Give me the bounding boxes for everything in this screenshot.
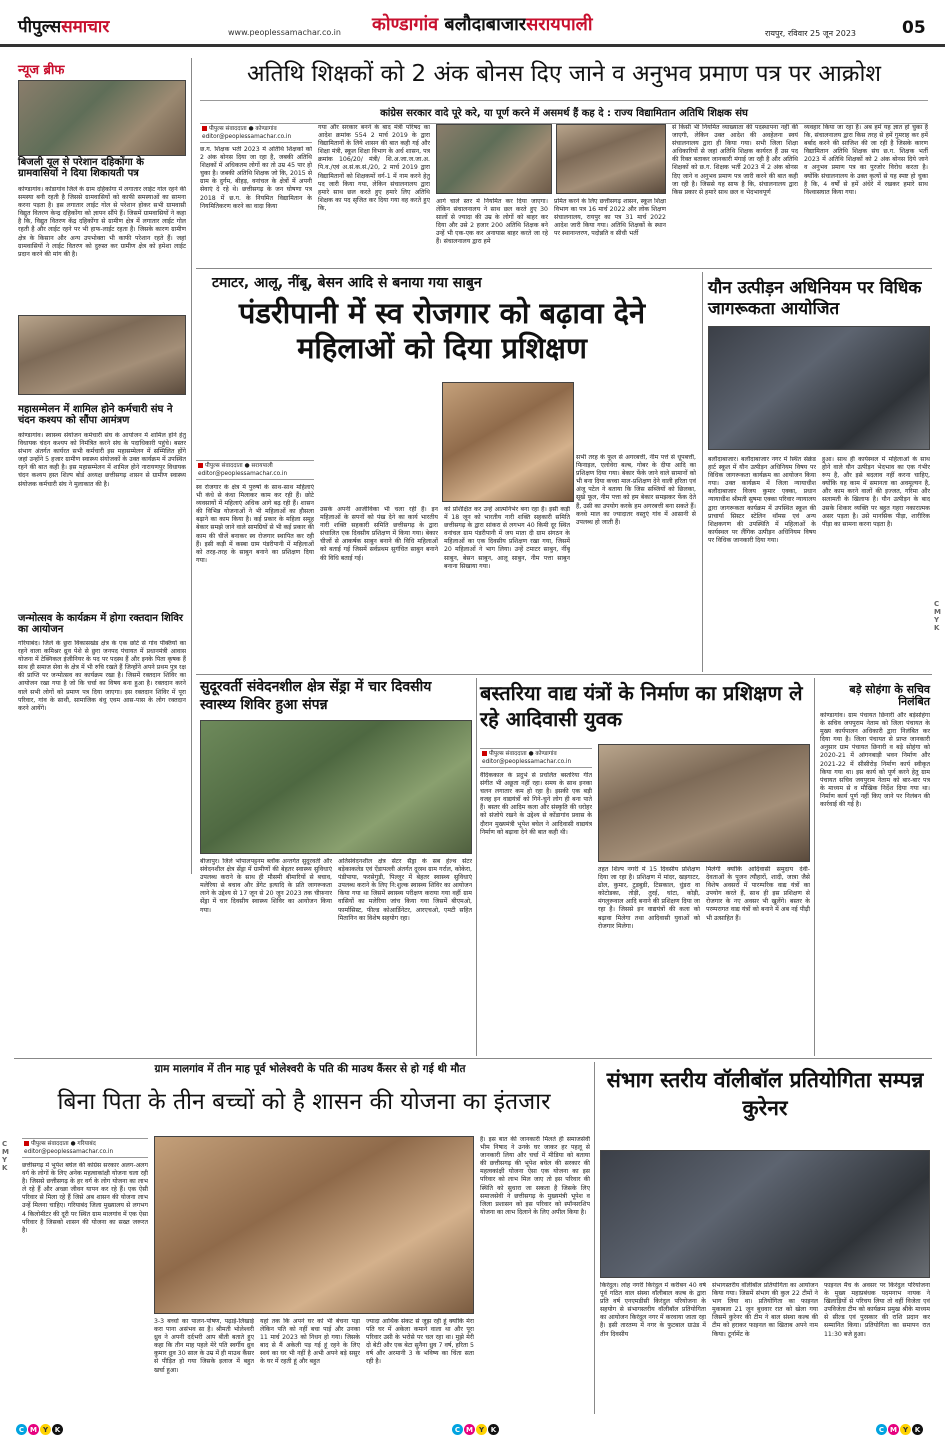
- health-col-2: अतिसंवेदनशील क्षेत्र सेंटर सैंड्रा के सब हेल्थ सेंटर बड़ेकाकलेड एवं ऐंडापल्ली अंतर्गत दूरस्थ ग्राम गर्राल, कोकेरा, पंडीपाया, फरसेगुडी, पिल्लूर में बेहतर स्वास्थ्य सुविधाएं उपलब्ध कराने के लिए नि:शुल्क स्वास्थ्य शिविर का आयोजन किया गया था जिसमें स्वास्थ्य परीक्षण कराया गया वहीं ग्राम वासियों का मलेरिया जांच किया गया जिसमें बीएमओ, फार्मासिस्ट, फील्ड कोआर्डिनेटर, आरएचओ, एमटी सहित मितानिन का विशेष सहयोग रहा।: [338, 858, 472, 922]
- lead-col-6: व्यवहार किया जा रहा है। अब हमें यह ज्ञात हो चुका है कि, संचालनालय द्वारा किस तरह से हमें गुमराह कर हमें बर्बाद करने की साजिश की जा रही है जिसके कारण विद्यामितान अतिथि शिक्षक संघ छ.ग. शिक्षक भर्ती 2023 में अतिथि शिक्षकों को 2 अंक बोनस दिये जाने व अनुभव प्रमाण पत्र का पुरजोर विरोध करता है। क्योंकि संचालनालय के उक्त कृत्यों से यह स्पष्ट हो चुका है कि, 4 वर्षों से हमें अंधेरे में रखकर हमारे साथ विश्वासघात किया गया।: [804, 124, 928, 196]
- soap-col-1: स्व रोजगार के क्षेत्र में पुरुषों के साथ-साथ महिलाएं भी कंधे से कंधा मिलाकर काम कर रही हैं। छोटे व्यवसायों में महिलाएं अधिक आगे बढ़ रही हैं। शासन की विभिन्न योजनाओं ने भी महिलाओं का हौसला बढ़ाने का काम किया है। कई प्रकार के महिला समूह बेकार समझे जाने वाले सामग्रियों से भी कई प्रकार की काम की चीजें बनाकर स्व रोजगार स्थापित कर रही हैं। इसी कड़ी में कस्बा ग्राम पंडरीपानी में महिलाओं को तरह-तरह के साबुन बनाने का प्रशिक्षण दिया गया।: [196, 484, 314, 564]
- suspended-left-divider: [814, 678, 815, 1056]
- volleyball-col-3: फाइनल मैच के अवसर पर किरंदुल परियोजना के मुख्य महाप्रबंधक पदमनाभ नायक ने खिलाड़ियों से परिचय लिया तो वहीं विजेता एवं उपविजेता टीम को कार्यक्रम प्रमुख श्रीके माध्यम से सील्ड एवं पुरस्कार की राशि प्रदान कर सम्मानित किया। प्रतियोगिता का समापन रात 11:30 बजे हुआ।: [824, 1282, 930, 1338]
- lead-photo-2: [556, 124, 666, 194]
- lead-photo-1: [436, 124, 552, 194]
- website-url: www.peoplessamachar.co.in: [228, 28, 341, 37]
- dateline: रायपुर, रविवार 25 जून 2023: [765, 29, 857, 38]
- suspended-headline: बड़े सोहंगा के सचिव निलंबित: [849, 683, 930, 708]
- lead-headline: अतिथि शिक्षकों को 2 अंक बोनस दिए जाने व अनुभव प्रमाण पत्र पर आक्रोश: [246, 61, 882, 87]
- lead-byline: पीपुल्स संवाददाता ● कोण्डागांव editor@peoplessamachar.co.in: [200, 123, 312, 143]
- health-col-1: बीजापुर। जिले भोपालपट्टनम ब्लॉक अन्तर्गत सुदूरवर्ती और संवेदनशील क्षेत्र सेंड्रा में ग्रामीणों की बेहतर स्वास्थ्य सुविधाएं उपलब्ध कराने के साथ ही मौसमी बीमारियों से बचाव, मलेरिया से बचाव और डेंगेट इत्यादि के प्रति जागरूकता लाने के उद्देश्य से 17 जून से 20 जून 2023 तक चीफ़नार सेंड्रा में चार दिवसीय स्वास्थ्य शिविर का आयोजन किया गया।: [200, 858, 332, 914]
- brief-3-body: गरियाबंद। जिले के छुरा विकासखंड क्षेत्र के एक छोटे से गांव पंक्तियों का रहने वाला कमिश्नर ध्रुव पेशे से छुरा जनपद पंचायत में प्रधानमंत्री आवास योजना में टेक्निकल इंजीनियर के पद पर पदस्थ हैं और इनके पिता कृषक हैं साथ ही समाज सेवा के क्षेत्र में भी रुचि रखते हैं जिन्होंने अपने प्रथम पुत्र रक्ष की प्राप्ति पर जन्मोत्सव का कार्यक्रम रखा है। जिसमें रक्तदान शिविर का आयोजन रखा गया है जो कि चर्चा का विषय बना हुआ है। रक्तदान करने वाले सभी लोगों को प्रमाण पत्र दिया जाएगा। इस रक्तदान शिविर में पूरा परिवार, गांव के साथी, सामाजिक बंधु एवम आस-पास के लोग रक्तदान करने आयेंगे।: [18, 640, 186, 712]
- banner-balodabazar: बलौदाबाजार: [444, 14, 527, 35]
- bastar-byline: पीपुल्स संवाददाता ● कोण्डागांव editor@peoplessamachar.co.in: [480, 748, 592, 768]
- bastar-email: editor@peoplessamachar.co.in: [482, 759, 572, 765]
- soap-email: editor@peoplessamachar.co.in: [198, 471, 288, 477]
- soap-kicker: टमाटर, आलू, नींबू, बेसन आदि से बनाया गया साबुन: [212, 275, 482, 291]
- brief-2-headline: महासम्मेलन में शामिल होने कर्मचारी संघ ने चंदन कश्यप को सौंपा आमंत्रण: [18, 404, 173, 426]
- soap-col-3: को प्रशिक्षित कर उन्हें आत्मनिर्भर बना रहा है। इसी कड़ी में 18 जून को भारतीय नारी शक्ति सहकारी समिति छत्तीसगढ़ के द्वारा सांकरा से लगभग 40 किमी दूर स्थित वनांचल ग्राम पंडरीपानी में जय माता दी ग्राम संगठन के महिलाओं का एक दिवसीय प्रशिक्षण रखा गया, जिसमें 20 महिलाओं ने भाग लिया। उन्हें टमाटर साबुन, नींबू साबुन, बेसन साबुन, आलू साबुन, नीम पत्ता साबुन बनाना सिखाया गया।: [444, 506, 570, 570]
- soap-col-2: उसके अपनी आजीविका भी चला रही हैं। इन महिलाओं के सपनों को पंख देने का कार्य भारतीय नारी शक्ति सहकारी समिति छत्तीसगढ़ के द्वारा संचालित एक दिवसीय प्रशिक्षण में किया गया। बेकार चीजों से आकर्षक साबुन बनाने की विधि महिलाओं को बताई गई जिसमें सर्वप्रथम सुगंधित साबुन बनाने की विधि बताई गई।: [320, 506, 438, 562]
- banner-kondagaon: कोण्डागांव: [372, 14, 439, 35]
- left-column-divider: [191, 58, 192, 874]
- news-brief-label: न्यूज ब्रीफ: [18, 63, 65, 78]
- orphans-kicker: ग्राम मालगांव में तीन माह पूर्व भोलेश्वरी के पति की माउथ कैंसर से हो गई थी मौत: [154, 1063, 466, 1075]
- brief-1-body: कोण्डागांव। कोंडागांव जिले के ग्राम दहिकोंगा में लगातार लाईट गोल रहने की समस्या बनी रहती है जिससे ग्रामवासियों को काफी समस्याओं का सामना करना पड़ता है। इस लगातार लाईट गोल से परेशान होकर सभी ग्रामवासी विद्युत वितरण केन्द्र दहिकोंगा को ज्ञापन सौंपे हैं। जिसमें ग्रामवासियों ने कहा है कि, विद्युत वितरण केंद्र दहिकोंगा से ग्रामीण क्षेत्र में लगातार लाईट गोल रहती है और लाईट रहने पर भी हाफ-लाईट रहता है। जिसके कारण ग्रामीण क्षेत्र के किसान और अन्य उपभोक्ता भी काफी परेशान रहते हैं। जहां ग्रामवासियों ने लाईट वितरण को दुरुस्त कर ग्रामीण क्षेत्र को हमेशा लाईट प्रदान करने की मांग की है।: [18, 186, 186, 258]
- lead-col-4: प्रमित करने के लिए छत्तीसगढ़ शासन, स्कूल शिक्षा विभाग का पत्र 16 मार्च 2022 और लोक शिक्षण संचालनालय, रायपुर का पत्र 31 मार्च 2022 आदेश जारी किया गया। अतिथि शिक्षकों के स्थान पर स्थानान्तरण, पदोन्नति व सीधी भर्ती: [554, 198, 666, 238]
- mid-rule: [196, 674, 932, 675]
- bastar-col-2: तहत शिल्प नगरी में 15 दिवसीय प्रशिक्षण दिया जा रहा है। प्रशिक्षण में मांदर, खड़गाटर, ढोल, कुमार, टुडबुडी, टिसकाल, धुंडरा वा कोटोडका, तोड़ी, तुरई, घांटा, कोड़ी, मंगलुरूवाल आदि बनाने की प्रशिक्षण दिया जा रहा है। जिससे इन वाद्ययंत्रों की कला को बढ़ावा मिलेगा तथा आदिवासी युवाओं को रोजगार मिलेगा।: [598, 866, 700, 930]
- orphans-email: editor@peoplessamachar.co.in: [24, 1149, 114, 1155]
- volleyball-photo: [600, 1150, 930, 1278]
- suspended-body: कोण्डागांव। ग्राम पंचायत छिनारी और बड़ेसोहंगा के सचिव जयपुराम नेताम को जिला पंचायत के मुख्य कार्यपालन अधिकारी द्वारा निलंबित कर दिया गया है। जिला पंचायत से प्राप्त जानकारी अनुसार ग्राम पंचायत छिनारी व बड़े सोहंगा को 2020-21 में आंगनबाड़ी भवन निर्माण और 2021-22 में सीसीरोड़ निर्माण कार्य स्वीकृत किया गया था। इस कार्य को पूर्ण करने हेतु ग्राम पंचायत सचिव जयपुराम नेताम को बार-बार पत्र के माध्यम से व मौखिक निर्देश दिया गया था। निर्माण कार्य पूर्ण नहीं किए जाने पर निलंबन की कार्रवाई की गई है।: [820, 712, 930, 809]
- orphans-headline: बिना पिता के तीन बच्चों को है शासन की योजना का इंतजार: [57, 1089, 551, 1115]
- banner-saraipali: सरायपाली: [526, 14, 593, 35]
- brief-2-body: कोण्डागांव। स्वास्थ्य संयोजन कर्मचारी संघ के आयोजन में शामिल होने हेतु विधायक चंदन कश्यप को निमंत्रित करने संघ के पदाधिकारी पहुंचे। बस्तर संभाग अंतर्गत कार्यरत सभी कर्मचारी इस महासम्मेलन में सम्मिलित होंगे जहां उन्होंने 5 हजार ग्रामीण स्वास्थ्य संयोजकों के उक्त कार्यक्रम में उपस्थित रहने की बात कही है। इस महासम्मेलन में शामिल होने नारायणपुर विधायक चंदन कश्यप हस्त शिल्प बोर्ड अध्यक्ष छत्तीसगढ़ शासन से ग्रामीण स्वास्थ्य संयोजक कर्मचारी संघ ने मुलाकात की है।: [18, 432, 186, 488]
- posh-col-2: हुआ। साथ ही कार्यस्थल में महिलाओं के साथ होने वाले यौन उत्पीड़न भेदभाव का एक गंभीर रूप है, और इसे बदलाव नहीं करना चाहिए, क्योंकि यह काम में समानता का अवमूल्यन है, और काम करने वालों की इज्जत, गरिमा और सलामती के खिलाफ है। यौन उत्पीड़न के बाद उसके शिकार व्यक्ति पर बहुत गहरा नकारात्मक असर पड़ता है। उसे मानसिक पीड़ा, शारीरिक पीड़ा का सामना करना पड़ता है।: [822, 456, 930, 528]
- soap-photo: [442, 382, 574, 502]
- health-headline: सुदूरवर्ती संवेदनशील क्षेत्र सेंड्रा में चार दिवसीय स्वास्थ्य शिविर हुआ संपन्न: [200, 679, 432, 714]
- bastar-photo: [598, 744, 810, 862]
- lead-col-3: आगे चाले स्तर में नियमित कर दिया जाएगा। लेकिन संचालनालय ने साथ छल करते हुए 30 सालों से ज्यादा की उम्र के लोगों को बाहर कर दिया और उसे 2 हजार 200 अतिथि शिक्षक बने उन्हें भी एक-एक कर अनायास बाहर करते जा रहे हैं। संचालनालय द्वारा हमे: [436, 198, 548, 246]
- lead-subhead: कांग्रेस सरकार वादे पूरे करे, या पूर्ण करने में असमर्थ हैं कह दे : राज्य विद्यामितान अतिथि शिक्षक संघ: [200, 100, 928, 124]
- soap-col-4: सभी तरह के फूल से अगरबत्ती, नीम पत्ते से धूपबत्ती, फिनाइल, एलोवेरा बल्ब, गोबर के दीया आदि का प्रशिक्षण दिया गया। बेकार फेंके जाने वाले सामानों को भी बना दिया कच्चा माल-प्रशिक्षण देने वाली हरिता एवं अंजू पटेल ने बताया कि जिस सब्जियों को छिलका, सूखे फूल, नीम पत्ता को हम बेकार समझकर फेंक देते हैं, उसी का उपयोग करके हम अगरबत्ती बना सकते हैं। कच्चे माल का ज्यादातर वस्तुएं गांव में आसानी से उपलब्ध हो जाती हैं।: [576, 454, 696, 526]
- logo-part-1: पीपुल्स: [18, 17, 62, 37]
- brief-photo-1: [18, 80, 186, 156]
- cmyk-mark-left: C M Y K: [16, 1424, 63, 1435]
- header-rule: [0, 44, 945, 47]
- soap-byline: पीपुल्स संवाददाता ● सरायपाली editor@peoplessamachar.co.in: [196, 460, 314, 480]
- soap-headline: पंडरीपानी में स्व रोजगार को बढ़ावा देने महिलाओं को दिया प्रशिक्षण: [238, 296, 646, 365]
- masthead-logo: [18, 14, 109, 37]
- orphans-col-4: ज्यादा आर्थिक संकट से जूझ रही हूं क्योंकि मेरा पति घर में अकेला कमाने वाला था और पूरा परिवार उसी के भरोसे पर चल रहा था। मुझे मेरी दो बेटी और एक बेटा सुनैना ध्रुव 7 वर्ष, हरिता 5 वर्ष और अरमानी 3 के भविष्य का चिंता सता रही है।: [366, 1318, 474, 1366]
- orphans-col-3: यहां तक कि अपने घर को भी बेचना पड़ा लेकिन पति को नहीं बचा पाई और उनका 11 मार्च 2023 को निधन हो गया। जिसके बाद से मैं अकेली पड़ गई हूं रहने के लिए स्वयं का घर भी नहीं है अभी अपने बड़े ससुर के घर में रहती हूं और बहुत: [260, 1318, 360, 1366]
- cmyk-mark-right: C M Y K: [876, 1424, 923, 1435]
- lead-email: editor@peoplessamachar.co.in: [202, 134, 292, 140]
- lead-col-5: से किसी भी नियमित व्याख्याता की पदस्थापना नहीं की जाएगी, लेकिन उक्त आदेश की अवहेलना स्वयं संचालनालय द्वारा ही किया गया। सभी जिला शिक्षा अधिकारियों से जहां अतिथि शिक्षक कार्यरत हैं उस पद की रिक्त बताकर जानकारी मंगाई जा रही है और अतिथि शिक्षकों को छ.ग. शिक्षक भर्ती 2023 में 2 अंक बोनस दिए जाने व अनुभव प्रमाण पत्र जारी करने की बात कही जा रही है। जिससे यह साफ है कि, संचालनालय द्वारा किस प्रकार से हमारे साथ छल व भेदभावपूर्ण: [672, 124, 798, 196]
- orphans-col-1: छत्तीसगढ़ में भूपेश बघेल की कांग्रेस सरकार अलग-अलग वर्ग के लोगों के लिए अनेक महत्वाकांक्षी योजना चला रही है। जिससे छत्तीसगढ़ के हर वर्ग के लोग योजना का लाभ ले रहे हैं और अच्छा जीवन यापन कर रहे हैं। एक ऐसी परिवार से मिला रहे हैं जिसे अब शासन की योजना लाभ उन्हें मिलना चाहिए। गरियाबंद जिला मुख्यालय से लगभग 4 किलोमीटर की दूरी पर स्थित ग्राम मालगांव में एक ऐसा परिवार है जिसको शासन की योजना का सख्त जरूरत है।: [22, 1162, 148, 1234]
- brief-3-headline: जन्मोत्सव के कार्यक्रम में होगा रक्तदान शिविर का आयोजन: [18, 613, 183, 635]
- bastar-col-3: मिलेगी क्योंकि आदिवासी समुदाय देवी-देवताओं के पूजन त्यौहारों, शादी, जात्रा जैसे विशेष अवसरों में पारम्परिक वाद्य यंत्रों का उपयोग करते हैं, साथ ही इस प्रशिक्षण से रोजगार के नए अवसर भी खुलेंगे। बस्तर के परम्परागत वाद्य यंत्रों को बनाने में अब नई पीढ़ी भी उत्साहित हैं।: [706, 866, 810, 922]
- lower-rule: [14, 1058, 932, 1059]
- logo-part-2: समाचार: [61, 17, 110, 37]
- cmyk-side-mark-left: CMYK: [2, 1140, 9, 1172]
- lead-col-2: गया और सरकार बनने के बाद मंत्री परिषद का आदेश क्रमांक 554 2 मार्च 2019 के द्वारा विद्यामितानों के लिये शासन की बात कही गई और शिक्षा मंत्री, स्कूल शिक्षा विभाग के अर्ध शासन, पत्र क्रमांक 106/20/ मंत्री/ शि.अ.जा.ज.जा.अ. पि.व./एवं अ.सं.क.सं./20, 2 मार्च 2019 द्वारा विद्यामितानों को शिक्षकमों वर्ग-1 में नाम करने हेतु पद जारी किया गया, लेकिन संचालनालय द्वारा हमारे साथ छल करते हुए हमारे लिए अतिथि शिक्षक का पद सृजित कर दिया गया वह करते हुए कि,: [318, 124, 430, 212]
- page-number: 05: [902, 18, 926, 38]
- orphans-col-5: है। इस बात की जानकारी मिलते ही समाजसेवी भीम निषाद ने उनके घर जाकर हर पहलू से जानकारी लिया और चर्चा में मीडिया को बताया की छत्तीसगढ़ की भूपेश बघेल की सरकार की महत्वकांक्षी योजना ऐसा एक योजना का इस परिवार को लाभ मिल जाए तो इस परिवार की स्थिति को सुधारा जा सकता है जिसके लिए समाजसेवी ने छत्तीसगढ़ के मुख्यमंत्री भूपेश व जिला प्रशासन को इस परिवार को स्पॉन्सरशिप योजना का लाभ दिलाने के लिए अपील किया है।: [480, 1136, 590, 1216]
- orphans-col-2: 3-3 बच्चों का पालन-पोषण, पढ़ाई-लिखाई करा पाना असंभव सा है। श्रीमती भोलेश्वरी ध्रुव ने अपनी दर्दभरी आप बीती बताते हुए कहा कि तीन माह पहले मेरे पति स्वर्गीय ध्रुव कुमार ध्रुव 30 साल के उम्र में ही माउथ कैंसर से पीड़ित हो गया जिसके इलाज में बहुत खर्चा हुआ।: [154, 1318, 254, 1374]
- lead-col-1: छ.ग. शिक्षक भर्ती 2023 में अतिथि शिक्षकों को 2 अंक बोनस दिया जा रहा है, जबकी अतिथि शिक्षकों में अधिकतम लोगों का तो उम्र 45 पार हो चुका है। जबकी अतिथि शिक्षक जो कि, 2015 से ग्राम के दुर्गम, बीहड़, वनांचल के क्षेत्रों में अपनी सेवाएं दे रहे थे। छत्तीसगढ़ के जन घोषणा पत्र 2018 में छ.ग. के नियमित विद्यामितान के नियमितिकरण करने का वादा किया: [200, 146, 312, 210]
- cmyk-side-mark-right: CMYK: [934, 600, 941, 632]
- lead-bottom-rule: [196, 268, 932, 269]
- bastar-col-1: वैदिककाल के प्रदुर्भ से प्रचलित बस्तरिया गीत संगीत भी अछूता नहीं रहा। समय के साथ इनका चलन लगातार कम हो रहा है। इसकी एक बड़ी वजह इन वाद्ययंत्रों को गिने-चुने लोग ही बना पाते हैं। बस्तर की आदिम कला और संस्कृति की धरोहर को संजोये रखने के उद्देश्य से कोंडागांव प्रवास के दौरान मुख्यमंत्री भूपेश बघेल ने आदिवासी वाद्ययंत्र निर्माण को बढ़ावा देने की बात कही थी।: [480, 772, 592, 836]
- bastar-headline: बस्तरिया वाद्य यंत्रों के निर्माण का प्रशिक्षण ले रहे आदिवासी युवक: [480, 681, 803, 731]
- posh-headline: यौन उत्पीड़न अधिनियम पर विधिक जागरूकता आयोजित: [708, 278, 922, 320]
- orphans-photo: [154, 1136, 474, 1314]
- cmyk-mark-center: C M Y K: [452, 1424, 499, 1435]
- volleyball-headline: संभाग स्तरीय वॉलीबॉल प्रतियोगिता सम्पन्न कुरेनर: [606, 1068, 924, 1121]
- district-banner: [372, 12, 593, 36]
- orphans-byline: पीपुल्स संवाददाता ● गरियाबंद editor@peoplessamachar.co.in: [22, 1138, 148, 1158]
- posh-photo: [708, 326, 930, 450]
- health-photo: [200, 720, 472, 854]
- volleyball-left-divider: [594, 1062, 595, 1414]
- brief-1-headline: बिजली यूल से परेशान दहिकोंगा के ग्रामवासियों ने दिया शिकायती पत्र: [18, 157, 144, 179]
- health-right-divider: [476, 678, 477, 1056]
- volleyball-col-1: किरंदुल। लोह नगरी किरंदुल में करीबन 40 वर्ष पूर्व गठित वाल संस्था वॉलीबाल कल्ब के द्वारा प्रति वर्ष एनएमडीसी किरंदुल परियोजना के सहयोग से संभागस्तरीय वॉलीबॉल प्रतियोगिता का आयोजन किरंदुल नगर में करवाया जाता रहा है। इसी तारतम्य में नगर के फुटबाल ग्राउंड में तीन दिवसीय: [600, 1282, 706, 1338]
- posh-col-1: बलौदाबाजार। बलौदाबाजार नगर में स्थित सेक्रेड हार्ट स्कूल में यौन उत्पीड़न अधिनियम विषय पर विधिक जागरूकता कार्यक्रम का आयोजन किया गया। उक्त कार्यक्रम में जिला न्यायाधीश बलौदाबाजार विजय कुमार एक्का, प्रधान न्यायाधीश श्रीमती सुषमा एक्का परिवार न्यायालय द्वारा जागरूकता कार्यक्रम में उपस्थित स्कूल की प्राचार्या सिस्टर स्टेलिन थॉमस एवं अन्य शिक्षकगण की उपस्थिति में महिलाओं के कार्यस्थल पर लैंगिक उत्पीड़न अधिनियम विषय पर विधिक जानकारी दिया गया।: [708, 456, 816, 544]
- soap-right-divider: [702, 272, 703, 672]
- volleyball-col-2: संभागस्तरीय वॉलीबॉल प्रतियोगिता का आयोजन किया गया। जिसमें संभाग की कुल 22 टीमों ने भाग लिया था। प्रतियोगिता का फाइनल मुकाबला 21 जून बुधवार रात को खेला गया जिसमें कुरेनर की टीम ने बाल संस्था कल्ब की टीम को हराकर फाइनल का खिताब अपने नाम किया। टूर्नामेंट के: [712, 1282, 818, 1338]
- brief-photo-2: [18, 315, 186, 395]
- masthead: [0, 0, 945, 46]
